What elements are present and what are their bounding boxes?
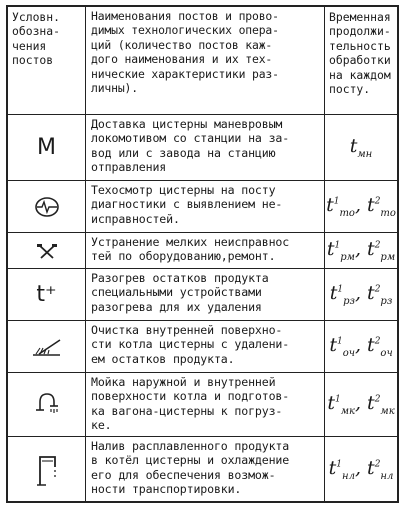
table-row (8, 321, 397, 373)
table-row (8, 373, 397, 437)
table-row (8, 437, 397, 501)
duration-value: $t^1_{рм}$, $t^2_{рм}$ (326, 238, 396, 263)
table-row (8, 181, 397, 233)
row-text: Разогрев остатков продукта специальными устройствами разогрева для их удаления (86, 269, 325, 320)
process-table (6, 5, 399, 503)
table-row (8, 233, 397, 269)
table-row (8, 115, 397, 181)
row-text: Очистка внутренней поверхно- сти котла цистерны с удалени- ем остатков продукта. (86, 321, 325, 372)
circle-wave-icon (32, 195, 62, 219)
crossed-hammers-icon (35, 241, 59, 261)
duration-value: $t^1_{то}$, $t^2_{то}$ (326, 194, 396, 219)
duration-value: $t_{мн}$ (349, 135, 373, 160)
duration-value: $t^1_{мк}$, $t^2_{мк}$ (327, 392, 395, 417)
t-plus-symbol: t⁺ (36, 282, 57, 307)
row-text: Устранение мелких неисправнос тей по оборудованию,ремонт. (86, 233, 325, 268)
m-letter-symbol: М (37, 135, 56, 160)
duration-value: $t^1_{оч}$, $t^2_{оч}$ (329, 334, 393, 359)
loading-rack-icon (34, 451, 60, 487)
duration-value: $t^1_{нл}$, $t^2_{нл}$ (328, 456, 394, 482)
header-duration: Временная продолжи- тельность обработки на каждом посту. (329, 10, 391, 97)
washing-shower-icon (32, 390, 62, 420)
cleaning-brush-icon (30, 336, 64, 358)
row-text: Мойка наружной и внутренней поверхности котла и подготов- ка вагона-цистерны к погруз- ке. (86, 373, 325, 436)
table-header-row (8, 7, 397, 115)
header-symbols: Условн. обозна- чения постов (8, 7, 86, 114)
row-text: Техосмотр цистерны на посту диагностики с выявлением не- исправностей. (86, 181, 325, 232)
duration-value: $t^1_{рз}$, $t^2_{рз}$ (329, 282, 393, 307)
row-text: Налив расплавленного продукта в котёл цистерны и охлаждение его для обеспечения возмож- ности транспортировки. (86, 437, 325, 501)
header-operations: Наименования постов и прово- димых технологических опера- ций (количество постов каж- дого наименования и их тех- нические характеристики раз- личны). (86, 7, 325, 114)
row-text: Доставка цистерны маневровым локомотивом со станции на за- вод или с завода на станцию отправления (86, 115, 325, 180)
table-row (8, 269, 397, 321)
